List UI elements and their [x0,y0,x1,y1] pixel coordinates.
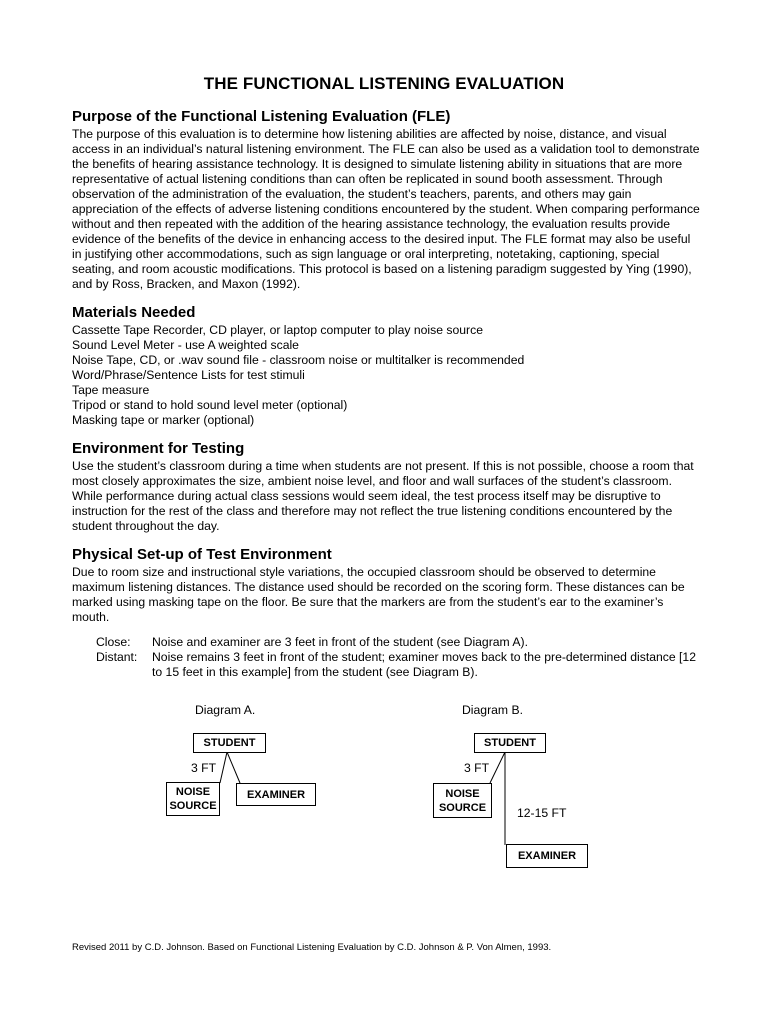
document-body [72,108,700,692]
diagram-a-examiner-box: EXAMINER [236,783,316,806]
page-title: THE FUNCTIONAL LISTENING EVALUATION [203,74,565,93]
diagram-a-line-examiner [227,752,240,783]
materials-item: Masking tape or marker (optional) [72,413,255,427]
definition-close [96,635,700,650]
diagram-b-examiner-box: EXAMINER [506,844,588,868]
distance-definitions [96,635,700,680]
diagram-b-student-box: STUDENT [474,733,546,753]
definition-term: Close: [96,635,131,649]
noise-label-line2: SOURCE [169,800,217,812]
setup-text: Due to room size and instructional style variations, the occupied classroom should be observed to determine maximum listening distances. The distance used should be recorded on the scoring form. These distances can be marked using masking tape on the floor. Be sure that the markers are from the student’s ear to the examiner’s mouth. [72,565,685,624]
setup-section [72,546,700,680]
definition-desc: Noise remains 3 feet in front of the student; examiner moves back to the pre-determined distance [12 to 15 feet in this example] from the student (see Diagram B). [152,650,696,679]
materials-item: Tripod or stand to hold sound level meter (optional) [72,398,348,412]
diagram-a-distance-label: 3 FT [191,761,217,775]
setup-heading: Physical Set-up of Test Environment [72,546,332,563]
diagram-a-line-noise [220,752,227,783]
materials-heading: Materials Needed [72,304,196,321]
materials-section [72,304,700,428]
materials-item: Cassette Tape Recorder, CD player, or laptop computer to play noise source [72,323,483,337]
noise-label-line2: SOURCE [438,801,487,814]
materials-item: Tape measure [72,383,150,397]
purpose-heading: Purpose of the Functional Listening Evaluation (FLE) [72,108,451,125]
environment-heading: Environment for Testing [72,440,245,457]
noise-label-line1: NOISE [445,787,480,800]
definition-term: Distant: [96,650,138,664]
definition-desc: Noise and examiner are 3 feet in front of the student (see Diagram A). [152,635,528,649]
diagram-b-distance-label: 3 FT [464,761,490,775]
diagram-b-label: Diagram B. [462,703,523,717]
materials-item: Word/Phrase/Sentence Lists for test stimuli [72,368,305,382]
diagram-a-student-box: STUDENT [193,733,266,753]
purpose-text: The purpose of this evaluation is to determine how listening abilities are affected by noise, distance, and visual access in an individual’s natural listening environment. The FLE can also be used as a validation tool to demonstrate the benefits of hearing assistance technology. It is designed to simulate listening ability in situations that are more representative of actual listening conditions than can often be replicated in sound booth assessment. Through observation of the administration of the evaluation, the student’s teachers, parents, and others may gain appreciation of the effects of adverse listening conditions encountered by the student. When comparing performance without and then repeated with the addition of the hearing assistance technology, the evaluation results provide evidence of the benefits of the device in enhancing access to the desired input. The FLE format may also be useful in justifying other accommodations, such as sign language or oral interpreting, notetaking, captioning, special seating, and room acoustic modifications. This protocol is based on a listening paradigm suggested by Ying (1990), and by Ross, Bracken, and Maxon (1992). [72,127,700,291]
diagram-b-noise-source-box [433,783,492,818]
definition-distant [96,650,700,680]
purpose-section [72,108,700,292]
environment-text: Use the student’s classroom during a time when students are not present. If this is not possible, choose a room that most closely approximates the size, ambient noise level, and floor and wall surfaces of the student’s classroom. While performance during actual class sessions would seem ideal, the test process itself may be disruptive to instruction for the rest of the class and therefore may not reflect the true listening conditions encountered by the student throughout the day. [72,459,694,533]
environment-section [72,440,700,534]
diagram-a-noise-source-box [166,782,220,816]
noise-label-line1: NOISE [175,786,211,798]
footer-note: Revised 2011 by C.D. Johnson. Based on Functional Listening Evaluation by C.D. Johnson & P. Von Almen, 1993. [72,942,552,953]
diagram-a-label: Diagram A. [195,703,256,717]
diagram-b-line-noise [490,752,505,783]
materials-item: Noise Tape, CD, or .wav sound file - classroom noise or multitalker is recommended [72,353,525,367]
diagram-b-far-distance-label: 12-15 FT [517,806,567,820]
materials-item: Sound Level Meter - use A weighted scale [72,338,299,352]
